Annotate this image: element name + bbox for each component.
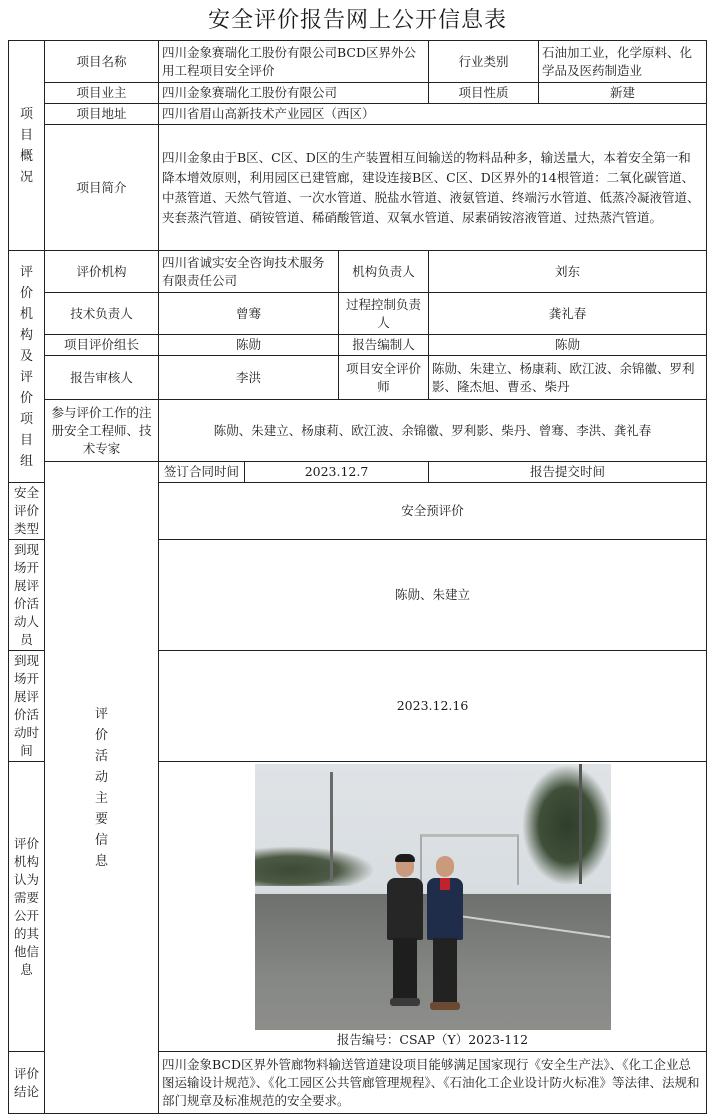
reviewer-label: 报告审核人	[45, 356, 159, 400]
tech-head-label: 技术负责人	[45, 293, 159, 335]
org-head-label: 机构负责人	[339, 251, 429, 293]
photo-power-pole	[330, 772, 333, 882]
other-info-value	[159, 762, 707, 1052]
engineers-label: 参与评价工作的注册安全工程师、技术专家	[45, 400, 159, 462]
section-activity-info: 评价活动主要信息	[45, 462, 159, 1114]
project-name-label: 项目名称	[45, 41, 159, 83]
onsite-date-value: 2023.12.16	[159, 651, 707, 762]
process-head-label: 过程控制负责人	[339, 293, 429, 335]
project-owner-value: 四川金象赛瑞化工股份有限公司	[159, 83, 429, 104]
reviewer-value: 李洪	[159, 356, 339, 400]
photo-trees-right	[523, 766, 611, 884]
engineers-value: 陈勋、朱建立、杨康莉、欧江波、余锦徽、罗利影、柴丹、曾骞、李洪、龚礼春	[159, 400, 707, 462]
evaluators-value: 陈勋、朱建立、杨康莉、欧江波、余锦徽、罗利影、隆杰旭、曹丞、柴丹	[429, 356, 707, 400]
eval-type-value: 安全预评价	[159, 483, 707, 540]
project-nature-value: 新建	[539, 83, 707, 104]
photo-person-right	[425, 856, 469, 1014]
tech-head-value: 曾骞	[159, 293, 339, 335]
project-nature-label: 项目性质	[429, 83, 539, 104]
industry-label: 行业类别	[429, 41, 539, 83]
project-address-value: 四川省眉山高新技术产业园区（西区）	[159, 104, 707, 125]
photo-person-left	[385, 856, 425, 1006]
contract-time-label: 签订合同时间	[159, 462, 245, 483]
section-evaluation-org: 评价机构及评价项目组	[9, 251, 45, 483]
org-head-value: 刘东	[429, 251, 707, 293]
onsite-staff-value: 陈勋、朱建立	[159, 540, 707, 651]
page-title: 安全评价报告网上公开信息表	[207, 8, 507, 33]
onsite-date-label: 到现场开展评价活动时间	[9, 651, 45, 762]
conclusion-value: 四川金象BCD区界外管廊物料输送管道建设项目能够满足国家现行《安全生产法》、《化工企业总图运输设计规范》、《化工园区公共管廊管理规程》、《石油化工企业设计防火标准》等法律、法规和部门规章及标准规范的安全要求。	[159, 1052, 707, 1114]
project-intro-value: 四川金象由于B区、C区、D区的生产装置相互间输送的物料品种多，输送量大，本着安全第一和降本增效原则，利用园区已建管廊，建设连接B区、C区、D区界外的14根管道：二氧化碳管道、中蒸管道、天然气管道、一次水管道、脱盐水管道、液氨管道、终端污水管道、低蒸冷凝液管道、夹套蒸汽管道、硝铵管道、稀硝酸管道、双氧水管道、尿素硝铵溶液管道、过热蒸汽管道。	[159, 125, 707, 251]
other-info-label: 评价机构认为需要公开的其他信息	[9, 762, 45, 1052]
evaluators-label: 项目安全评价师	[339, 356, 429, 400]
photo-trees-left	[255, 846, 375, 886]
site-photo	[255, 764, 611, 1030]
process-head-value: 龚礼春	[429, 293, 707, 335]
project-owner-label: 项目业主	[45, 83, 159, 104]
report-writer-label: 报告编制人	[339, 335, 429, 356]
report-number: 报告编号：CSAP（Y）2023-112	[336, 1032, 529, 1047]
project-name-value: 四川金象赛瑞化工股份有限公司BCD区界外公用工程项目安全评价	[159, 41, 429, 83]
conclusion-label: 评价结论	[9, 1052, 45, 1114]
project-address-label: 项目地址	[45, 104, 159, 125]
info-table	[8, 40, 707, 1114]
eval-type-label: 安全评价类型	[9, 483, 45, 540]
team-leader-label: 项目评价组长	[45, 335, 159, 356]
photo-street-pole	[579, 764, 582, 884]
report-writer-value: 陈勋	[429, 335, 707, 356]
industry-value: 石油加工业，化学原料、化学品及医药制造业	[539, 41, 707, 83]
submit-time-label: 报告提交时间	[429, 462, 707, 483]
org-label: 评价机构	[45, 251, 159, 293]
org-value: 四川省诚实安全咨询技术服务有限责任公司	[159, 251, 339, 293]
project-intro-label: 项目简介	[45, 125, 159, 251]
onsite-staff-label: 到现场开展评价活动人员	[9, 540, 45, 651]
contract-time-value: 2023.12.7	[245, 462, 429, 483]
team-leader-value: 陈勋	[159, 335, 339, 356]
section-project-overview: 项目概况	[9, 41, 45, 251]
